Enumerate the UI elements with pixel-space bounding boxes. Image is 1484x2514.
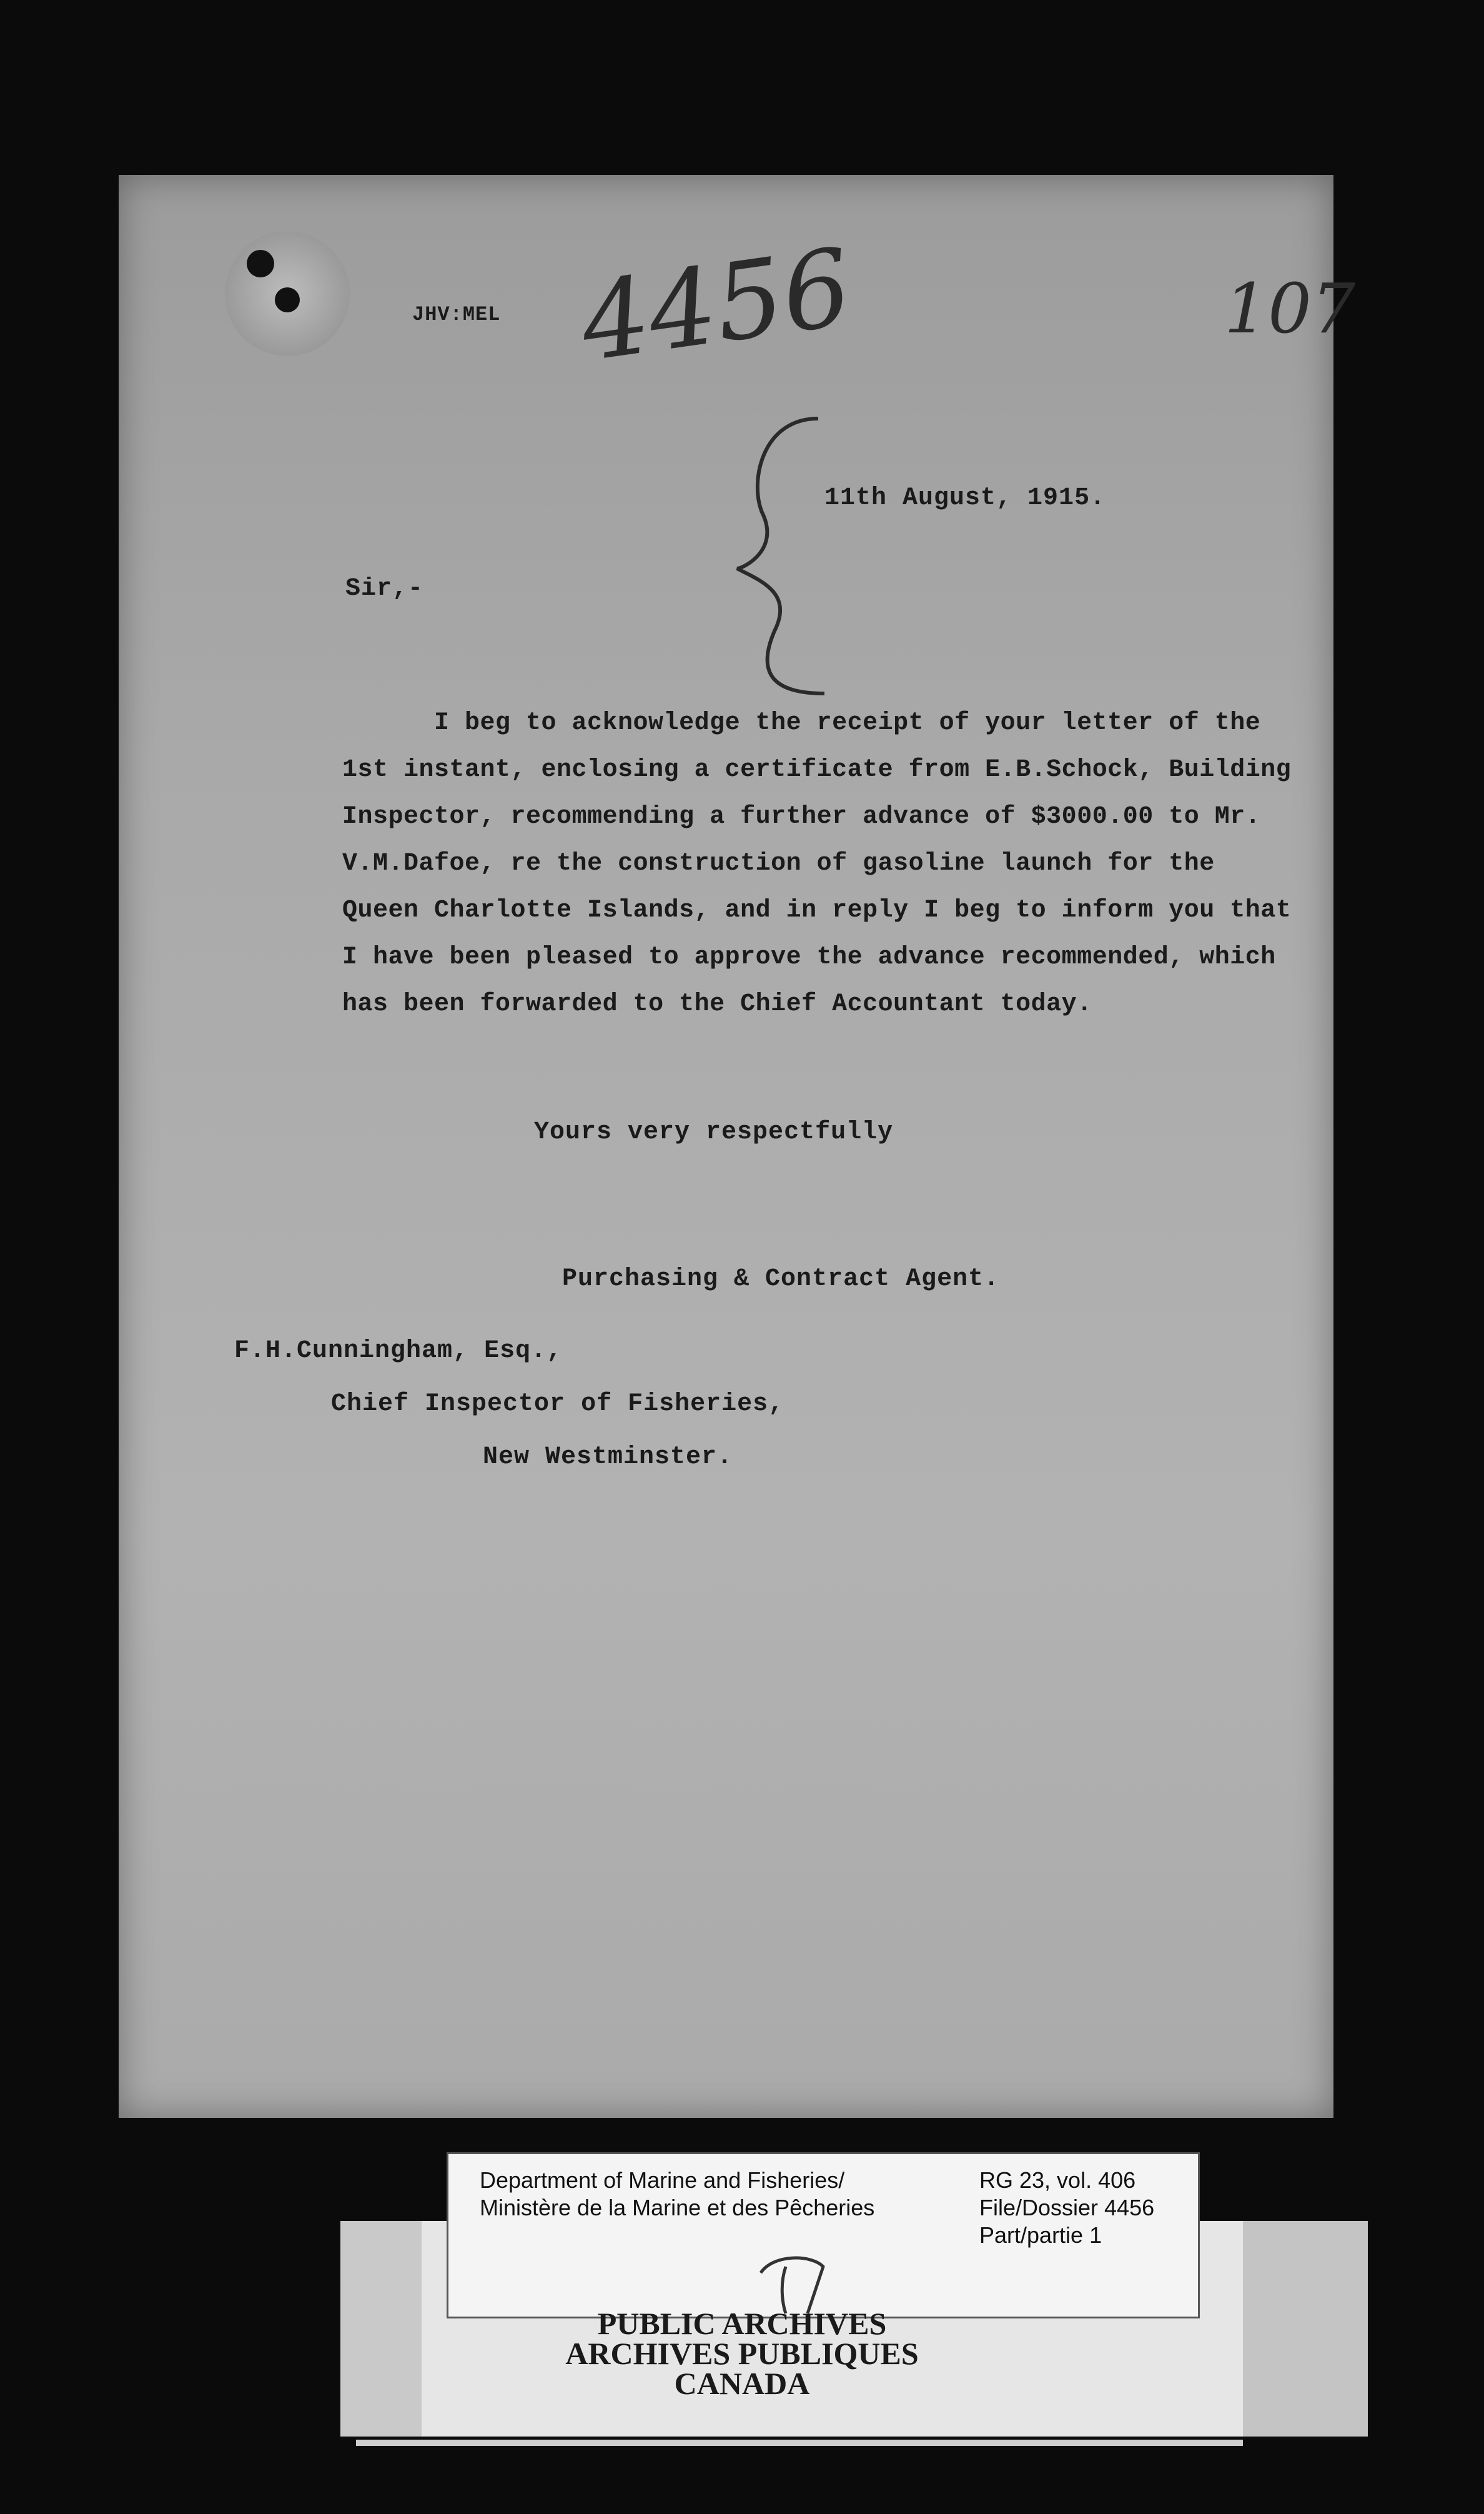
archive-label-card [447, 2152, 1200, 2318]
handwritten-page-number: 107 [1224, 269, 1355, 349]
label-reference [979, 2167, 1154, 2249]
stamp-line: ARCHIVES PUBLIQUES [565, 2336, 919, 2371]
addressee-title: Chief Inspector of Fisheries, [331, 1390, 784, 1418]
part-number: Part/partie 1 [979, 2222, 1102, 2248]
label-department [480, 2167, 874, 2222]
file-number: File/Dossier 4456 [979, 2195, 1155, 2220]
reference-initials: JHV:MEL [412, 303, 501, 326]
handwritten-brace [725, 406, 843, 700]
salutation: Sir,- [345, 575, 424, 603]
bottom-edge [356, 2440, 1243, 2446]
signatory-title: Purchasing & Contract Agent. [562, 1265, 1000, 1293]
body-line: Queen Charlotte Islands, and in reply I beg to inform you that [342, 897, 1292, 925]
punch-hole-icon [247, 250, 274, 277]
body-line: has been forwarded to the Chief Accountant today. [342, 990, 1092, 1018]
body-line: I beg to acknowledge the receipt of your letter of the [434, 709, 1261, 737]
handwritten-file-number: 4456 [573, 225, 859, 386]
punch-hole-icon [275, 287, 300, 312]
body-line: 1st instant, enclosing a certificate from E.B.Schock, Building [342, 756, 1292, 784]
closing: Yours very respectfully [534, 1118, 894, 1146]
archive-stamp [0, 2306, 1484, 2401]
stamp-line: CANADA [674, 2366, 810, 2401]
stamp-line: PUBLIC ARCHIVES [597, 2306, 887, 2341]
addressee-place: New Westminster. [483, 1443, 733, 1471]
department-english: Department of Marine and Fisheries/ [480, 2167, 845, 2193]
body-line: V.M.Dafoe, re the construction of gasoline launch for the [342, 850, 1215, 878]
department-french: Ministère de la Marine et des Pêcheries [480, 2195, 875, 2220]
record-group: RG 23, vol. 406 [979, 2167, 1136, 2193]
body-line: Inspector, recommending a further advance of $3000.00 to Mr. [342, 803, 1261, 831]
body-line: I have been pleased to approve the advance recommended, which [342, 943, 1276, 971]
letter-date: 11th August, 1915. [824, 484, 1106, 512]
addressee-name: F.H.Cunningham, Esq., [234, 1337, 563, 1365]
